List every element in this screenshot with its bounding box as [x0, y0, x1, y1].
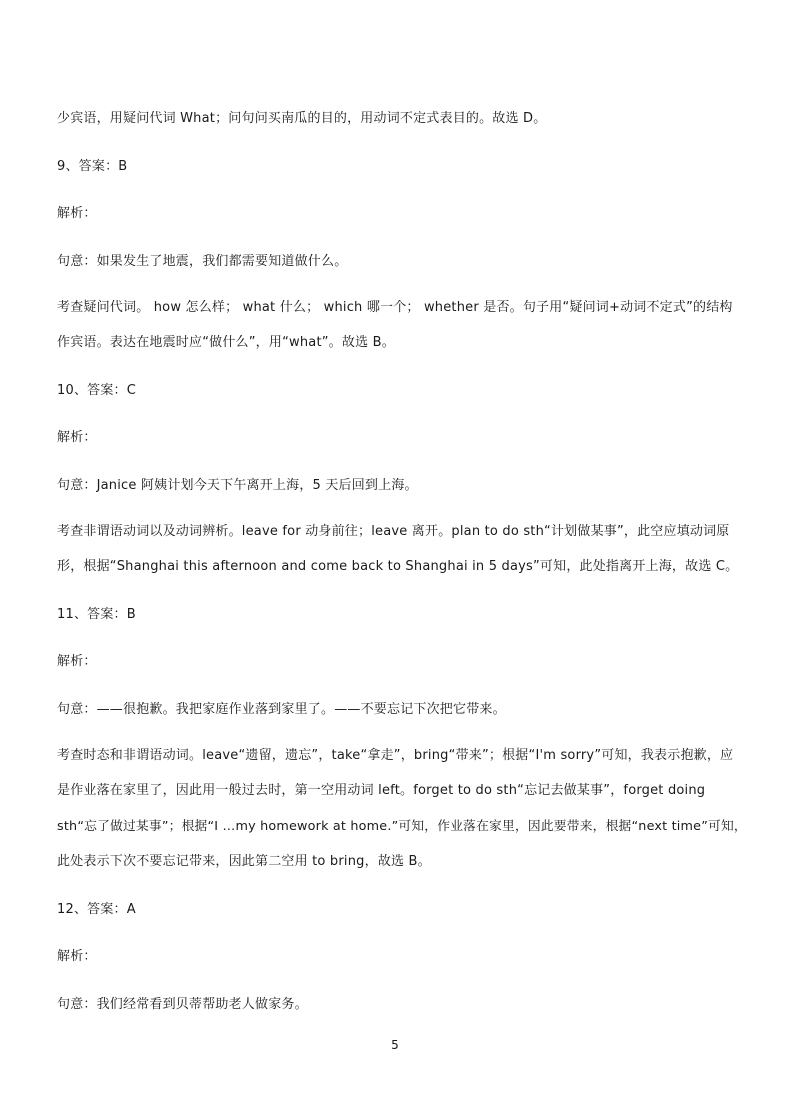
- analysis-label: 解析：: [57, 206, 97, 221]
- answer-heading-10: 10、答案：C: [57, 383, 137, 398]
- explanation-line: 是作业落在家里了，因此用一般过去时，第一空用动词 left。forget to do sth“忘记去做某事”，forget doing: [57, 783, 706, 798]
- sentence-meaning: 句意：——很抱歉。我把家庭作业落到家里了。——不要忘记下次把它带来。: [57, 702, 506, 717]
- answer-heading-9: 9、答案：B: [57, 159, 128, 174]
- sentence-meaning: 句意：如果发生了地震，我们都需要知道做什么。: [57, 254, 348, 269]
- explanation-line: 考查非谓语动词以及动词辨析。leave for 动身前往；leave 离开。plan to do sth“计划做某事”，此空应填动词原: [57, 524, 730, 539]
- explanation-line: sth“忘了做过某事”；根据“I …my homework at home.”可知，作业落在家里，因此要带来，根据“next time”可知，: [57, 819, 747, 834]
- answer-heading-11: 11、答案：B: [57, 607, 136, 622]
- explanation-line: 考查疑问代词。 how 怎么样； what 什么； which 哪一个； whether 是否。句子用“疑问词+动词不定式”的结构: [57, 300, 733, 315]
- explanation-line: 作宾语。表达在地震时应“做什么”，用“what”。故选 B。: [57, 335, 395, 350]
- page-number: 5: [391, 1038, 399, 1052]
- sentence-meaning: 句意：我们经常看到贝蒂帮助老人做家务。: [57, 997, 308, 1012]
- explanation-line: 形，根据“Shanghai this afternoon and come back to Shanghai in 5 days”可知，此处指离开上海，故选 C。: [57, 559, 739, 574]
- analysis-label: 解析：: [57, 654, 97, 669]
- text-line-continuation: 少宾语，用疑问代词 What；问句问买南瓜的目的，用动词不定式表目的。故选 D。: [57, 111, 547, 126]
- sentence-meaning: 句意：Janice 阿姨计划今天下午离开上海，5 天后回到上海。: [57, 478, 418, 493]
- explanation-line: 考查时态和非谓语动词。leave“遗留，遗忘”，take“拿走”，bring“带来”；根据“I'm sorry”可知，我表示抱歉，应: [57, 748, 734, 763]
- analysis-label: 解析：: [57, 949, 97, 964]
- explanation-line: 此处表示下次不要忘记带来，因此第二空用 to bring，故选 B。: [57, 854, 431, 869]
- answer-heading-12: 12、答案：A: [57, 902, 136, 917]
- analysis-label: 解析：: [57, 430, 97, 445]
